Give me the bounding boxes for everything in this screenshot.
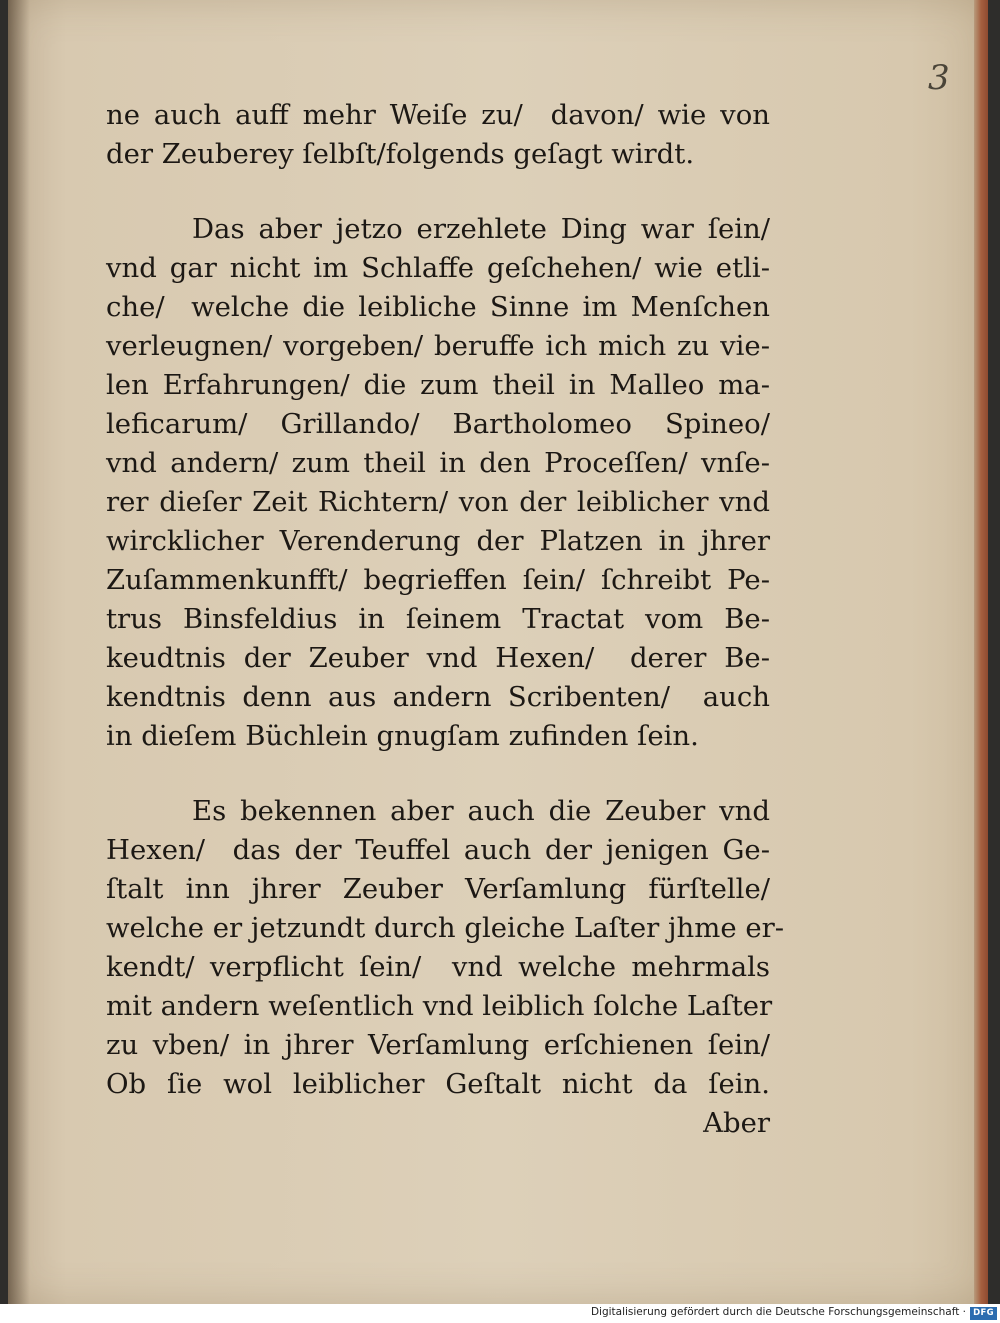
text-line: ſtalt inn jhrer Zeuber Verſamlung fürſtelle/ (106, 873, 770, 905)
digitization-footer (0, 1304, 1000, 1323)
text-line: Zuſammenkunfft/ begrieffen ſein/ ſchreibt Pe- (106, 564, 770, 596)
page-edge (974, 0, 988, 1304)
text-line: len Erfahrungen/ die zum theil in Malleo ma- (106, 369, 770, 401)
dfg-logo-icon: DFG (970, 1307, 997, 1320)
body-text (106, 96, 785, 1143)
page-number: 3 (928, 58, 950, 98)
text-line: kendt/ verpflicht ſein/ vnd welche mehrmals (106, 951, 770, 983)
catchword: Aber (703, 1107, 770, 1139)
text-line: vnd gar nicht im Schlaffe geſchehen/ wie etli- (106, 252, 770, 284)
text-line: mit andern weſentlich vnd leiblich ſolche Laſter (106, 990, 773, 1022)
funding-credit: Digitalisierung gefördert durch die Deutsche Forschungsgemeinschaft · (590, 1306, 966, 1318)
gutter-shadow (8, 0, 30, 1304)
text-line: in dieſem Büchlein gnugſam zufinden ſein. (106, 720, 699, 752)
text-line: zu vben/ in jhrer Verſamlung erſchienen ſein/ (106, 1029, 770, 1061)
text-line: ne auch auff mehr Weiſe zu/ davon/ wie von (106, 99, 770, 131)
text-line: trus Binsfeldius in ſeinem Tractat vom Be- (106, 603, 770, 635)
text-line: der Zeuberey ſelbſt/folgends geſagt wirdt. (106, 138, 695, 170)
text-line: Es bekennen aber auch die Zeuber vnd (192, 795, 770, 827)
text-line: welche er jetzundt durch gleiche Laſter jhme er- (106, 912, 785, 944)
text-line: keudtnis der Zeuber vnd Hexen/ derer Be- (106, 642, 770, 674)
text-line: Das aber jetzo erzehlete Ding war ſein/ (192, 213, 770, 245)
text-line: kendtnis denn aus andern Scribenten/ auch (106, 681, 770, 713)
text-line: rer dieſer Zeit Richtern/ von der leiblicher vnd (106, 486, 770, 518)
text-line: Ob ſie wol leiblicher Geſtalt nicht da ſein. (106, 1068, 770, 1100)
text-line: Hexen/ das der Teuffel auch der jenigen Ge- (106, 834, 770, 866)
text-line: leficarum/ Grillando/ Bartholomeo Spineo/ (106, 408, 770, 440)
text-line: che/ welche die leibliche Sinne im Menſchen (106, 291, 770, 323)
book-page (8, 0, 988, 1304)
text-line: verleugnen/ vorgeben/ beruffe ich mich zu vie- (106, 330, 770, 362)
text-line: vnd andern/ zum theil in den Proceſſen/ vnſe- (106, 447, 770, 479)
text-line: wircklicher Verenderung der Platzen in jhrer (106, 525, 770, 557)
